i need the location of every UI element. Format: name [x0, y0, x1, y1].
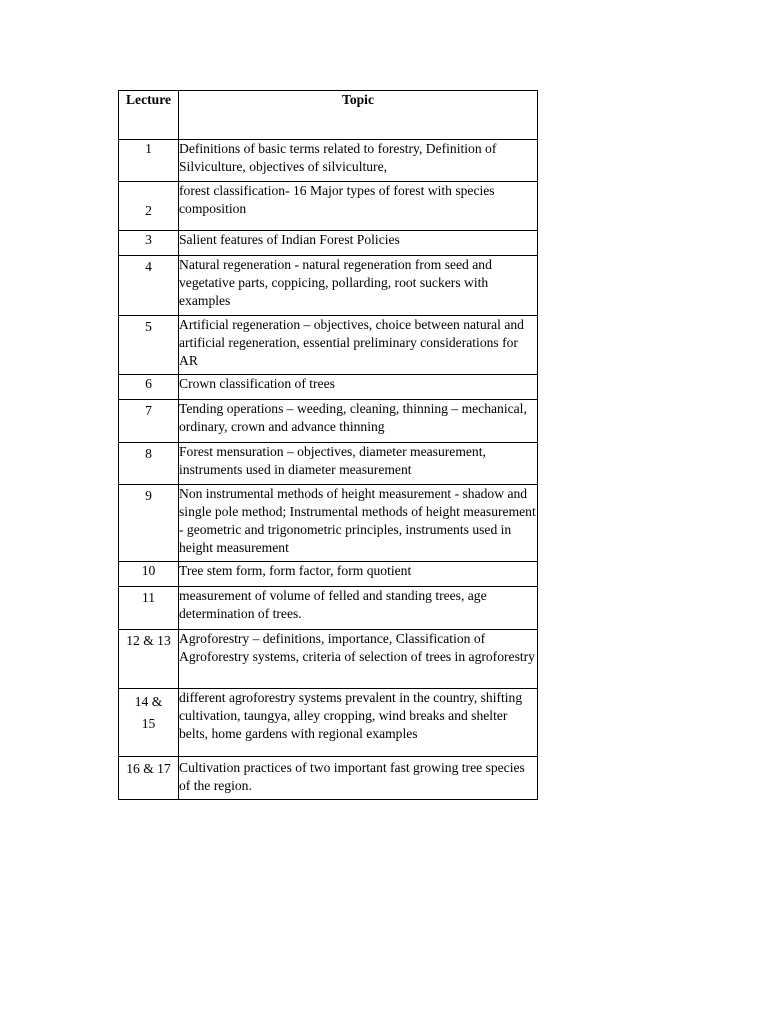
lecture-topic: Forest mensuration – objectives, diameter measurement, instruments used in diameter measurement: [179, 443, 538, 485]
table-row: [119, 443, 538, 485]
lecture-number: 6: [119, 375, 179, 400]
lecture-number: 9: [119, 485, 179, 562]
lecture-number: 10: [119, 562, 179, 587]
lecture-topic: Natural regeneration - natural regeneration from seed and vegetative parts, coppicing, pollarding, root suckers with examples: [179, 256, 538, 316]
header-lecture: Lecture: [119, 91, 179, 140]
lecture-number: 7: [119, 400, 179, 443]
lecture-topic: Crown classification of trees: [179, 375, 538, 400]
table-row: [119, 562, 538, 587]
table-row: [119, 231, 538, 256]
lecture-topic: Salient features of Indian Forest Policies: [179, 231, 538, 256]
lecture-topic: Agroforestry – definitions, importance, Classification of Agroforestry systems, criteria of selection of trees in agroforestry: [179, 630, 538, 689]
lecture-topic: Tending operations – weeding, cleaning, thinning – mechanical, ordinary, crown and advance thinning: [179, 400, 538, 443]
table-row: [119, 689, 538, 757]
lecture-number: 16 & 17: [119, 757, 179, 800]
table-row: [119, 400, 538, 443]
lecture-topic: forest classification- 16 Major types of forest with species composition: [179, 182, 538, 231]
lecture-number-cell: [119, 689, 179, 757]
table-row: [119, 757, 538, 800]
lecture-number: 4: [119, 256, 179, 316]
lecture-number: 12 & 13: [119, 630, 179, 689]
lecture-topic: different agroforestry systems prevalent in the country, shifting cultivation, taungya, alley cropping, wind breaks and shelter belts, home gardens with regional examples: [179, 689, 538, 757]
lecture-topic: Cultivation practices of two important fast growing tree species of the region.: [179, 757, 538, 800]
table-row: [119, 256, 538, 316]
header-topic: Topic: [179, 91, 538, 140]
lecture-number: 11: [119, 587, 179, 630]
lecture-topic: Artificial regeneration – objectives, choice between natural and artificial regeneration, essential preliminary considerations for AR: [179, 316, 538, 375]
lecture-number: 1: [119, 140, 179, 182]
lecture-number: 5: [119, 316, 179, 375]
lecture-topic: Non instrumental methods of height measurement - shadow and single pole method; Instrumental methods of height measurement - geometric and trigonometric principles, instruments used in height measurement: [179, 485, 538, 562]
lecture-number: 3: [119, 231, 179, 256]
lecture-number: 8: [119, 443, 179, 485]
lecture-topic: Definitions of basic terms related to forestry, Definition of Silviculture, objectives of silviculture,: [179, 140, 538, 182]
table-row: [119, 587, 538, 630]
lecture-number: 14 & 15: [134, 694, 163, 731]
table-row: [119, 485, 538, 562]
table-row: [119, 375, 538, 400]
table-header-row: [119, 91, 538, 140]
lecture-topic: measurement of volume of felled and standing trees, age determination of trees.: [179, 587, 538, 630]
table-row: [119, 316, 538, 375]
lecture-number: 2: [119, 182, 179, 231]
table-row: [119, 182, 538, 231]
table-row: [119, 140, 538, 182]
lecture-topic: Tree stem form, form factor, form quotient: [179, 562, 538, 587]
table-row: [119, 630, 538, 689]
lecture-topic-table: [118, 90, 538, 800]
